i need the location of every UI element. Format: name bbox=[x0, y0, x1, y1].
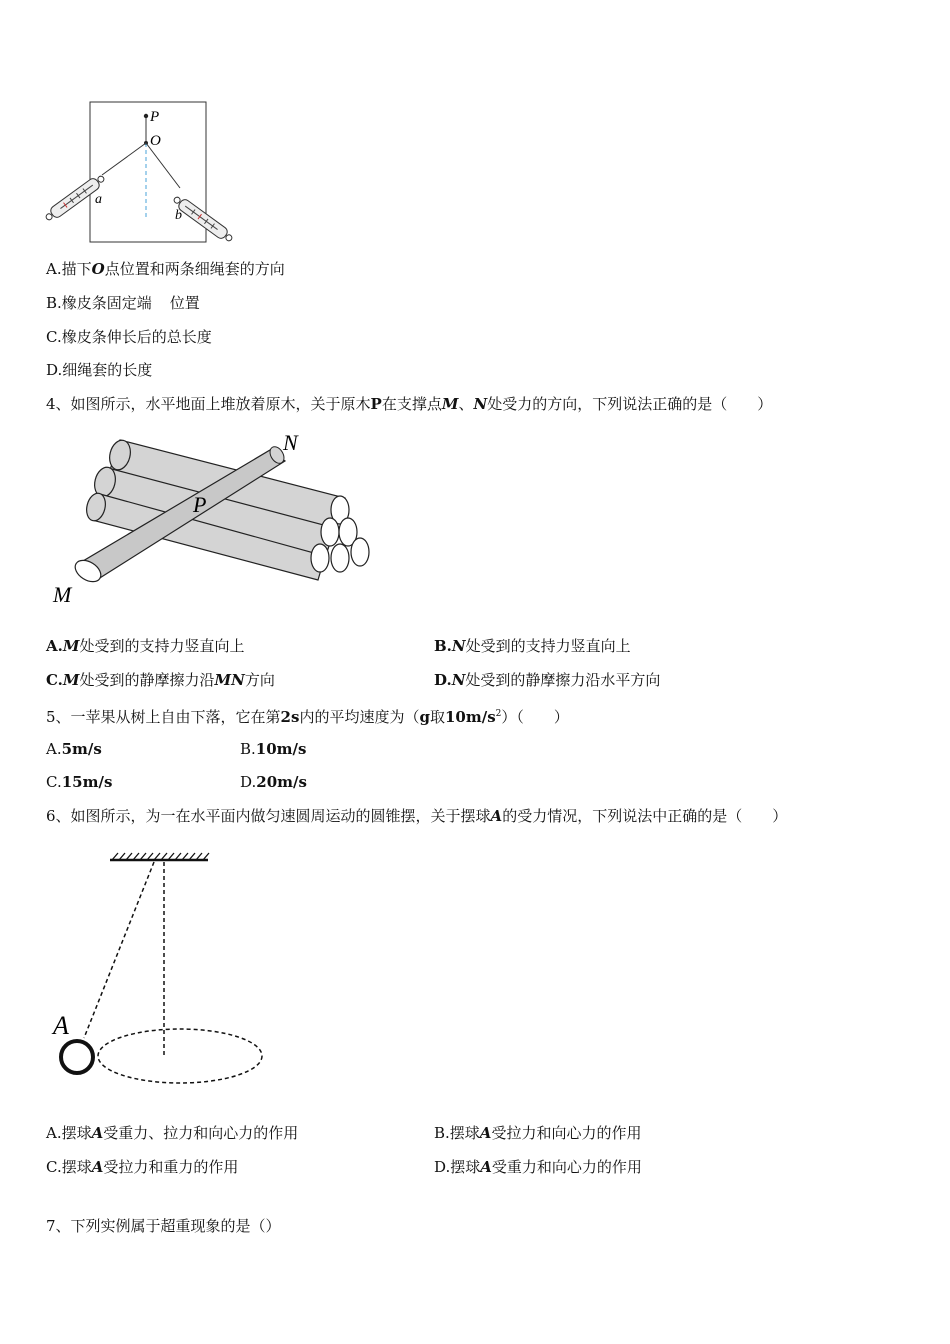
q5-option-a: A.5m/s bbox=[46, 740, 102, 758]
label-b: b bbox=[175, 208, 182, 223]
spring-scale-figure bbox=[40, 95, 240, 255]
q5-option-d: D.20m/s bbox=[240, 773, 307, 791]
q6-option-c: C.摆球A受拉力和重力的作用 bbox=[46, 1158, 239, 1176]
conical-pendulum-figure bbox=[50, 848, 270, 1088]
q4-option-d: D.N处受到的静摩擦力沿水平方向 bbox=[434, 671, 661, 689]
label-m: M bbox=[53, 582, 72, 607]
label-o: O bbox=[150, 133, 161, 149]
q5-option-b: B.10m/s bbox=[240, 740, 307, 758]
q4-option-a: A.M处受到的支持力竖直向上 bbox=[46, 637, 245, 655]
q3-option-b: B.橡皮条固定端 位置 bbox=[46, 294, 200, 312]
q6-option-d: D.摆球A受重力和向心力的作用 bbox=[434, 1158, 642, 1176]
q3-option-c: C.橡皮条伸长后的总长度 bbox=[46, 328, 212, 346]
q6-option-b: B.摆球A受拉力和向心力的作用 bbox=[434, 1124, 642, 1142]
q6-stem: 6、如图所示，为一在水平面内做匀速圆周运动的圆锥摆，关于摆球A的受力情况，下列说法中正确的是（ ） bbox=[46, 807, 788, 825]
label-n: N bbox=[283, 430, 298, 455]
label-a: a bbox=[95, 192, 102, 207]
q7-stem: 7、下列实例属于超重现象的是（） bbox=[46, 1217, 281, 1235]
q3-option-a: A.描下O点位置和两条细绳套的方向 bbox=[46, 260, 285, 278]
q4-option-c: C.M处受到的静摩擦力沿MN方向 bbox=[46, 671, 275, 689]
logs-figure bbox=[50, 428, 380, 608]
q4-stem: 4、如图所示，水平地面上堆放着原木，关于原木P在支撑点M、N处受力的方向，下列说法正确的是（ ） bbox=[46, 395, 773, 413]
q6-option-a: A.摆球A受重力、拉力和向心力的作用 bbox=[46, 1124, 299, 1142]
q3-option-d: D.细绳套的长度 bbox=[46, 361, 153, 379]
q4-option-b: B.N处受到的支持力竖直向上 bbox=[434, 637, 631, 655]
q5-stem: 5、一苹果从树上自由下落，它在第2s内的平均速度为（g取$10m/s^2$）（ ） bbox=[46, 708, 569, 726]
label-a: A bbox=[53, 1011, 69, 1040]
q5-option-c: C.15m/s bbox=[46, 773, 113, 791]
label-p: P bbox=[193, 492, 207, 517]
label-p: P bbox=[150, 109, 160, 125]
